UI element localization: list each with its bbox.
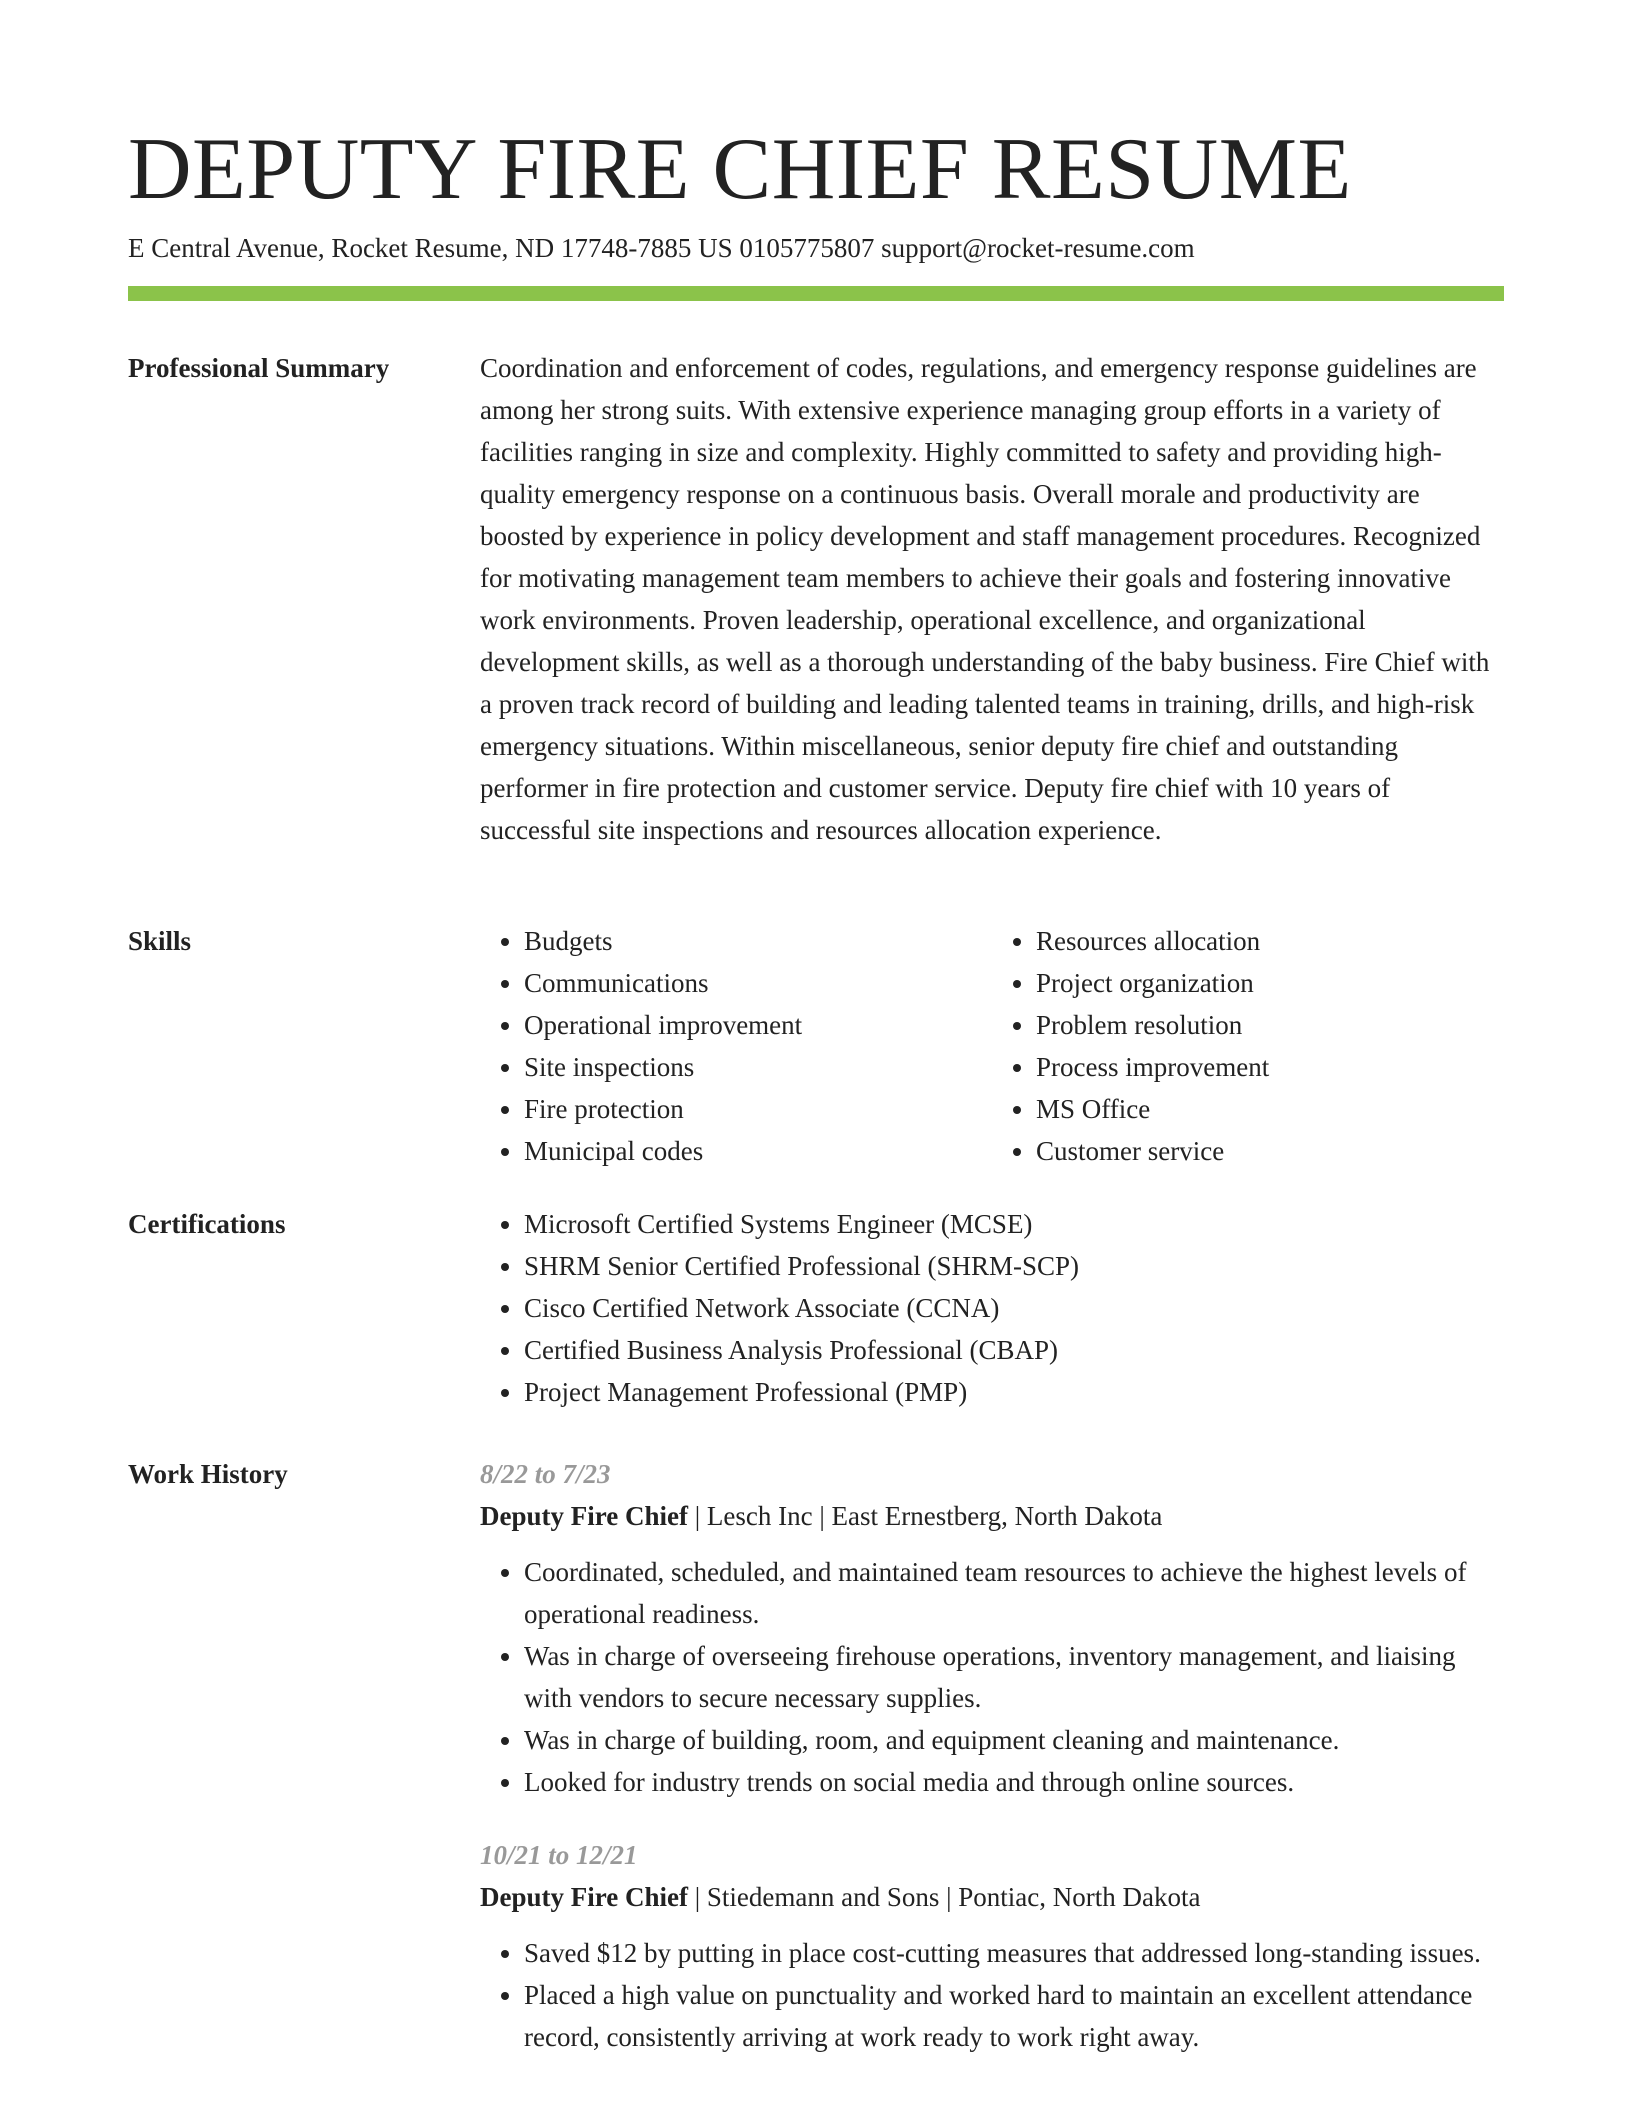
list-item: • SHRM Senior Certified Professional (SHRM-SCP)	[524, 1245, 1504, 1287]
skills-label: Skills	[128, 926, 192, 956]
list-item: • Was in charge of building, room, and equipment cleaning and maintenance.	[524, 1719, 1504, 1761]
list-item: • Budgets	[524, 920, 992, 962]
job-bullets	[480, 1932, 1504, 2058]
list-item: • Problem resolution	[1036, 1004, 1504, 1046]
list-item: • Coordinated, scheduled, and maintained team resources to achieve the highest levels of operational readiness.	[524, 1551, 1504, 1635]
job-title: Deputy Fire Chief	[480, 1501, 688, 1531]
job-heading	[480, 1495, 1504, 1537]
job-entry	[480, 1834, 1504, 2058]
work-history-body	[480, 1453, 1504, 2089]
job-dates: 10/21 to 12/21	[480, 1840, 638, 1870]
job-details: | Lesch Inc | East Ernestberg, North Dakota	[687, 1501, 1163, 1531]
list-item: • Was in charge of overseeing firehouse operations, inventory management, and liaising with vendors to secure necessary supplies.	[524, 1635, 1504, 1719]
list-item: • Placed a high value on punctuality and worked hard to maintain an excellent attendance record, consistently arriving at work ready to work right away.	[524, 1974, 1504, 2058]
list-item: • Site inspections	[524, 1046, 992, 1088]
accent-divider	[128, 286, 1504, 301]
resume-title: DEPUTY FIRE CHIEF RESUME	[128, 121, 1352, 218]
list-item: • Certified Business Analysis Professional (CBAP)	[524, 1329, 1504, 1371]
list-item: • Saved $12 by putting in place cost-cutting measures that addressed long-standing issues.	[524, 1932, 1504, 1974]
summary-text: Coordination and enforcement of codes, regulations, and emergency response guidelines are among her strong suits. With extensive experience managing group efforts in a variety of facilities ranging in size and complexity. Highly committed to safety and providing high-quality emergency response on a continuous basis. Overall morale and productivity are boosted by experience in policy development and staff management procedures. Recognized for motivating management team members to achieve their goals and fostering innovative work environments. Proven leadership, operational excellence, and organizational development skills, as well as a thorough understanding of the baby business. Fire Chief with a proven track record of building and leading talented teams in training, drills, and high-risk emergency situations. Within miscellaneous, senior deputy fire chief and outstanding performer in fire protection and customer service. Deputy fire chief with 10 years of successful site inspections and resources allocation experience.	[480, 353, 1490, 845]
certifications-body	[480, 1203, 1504, 1413]
skills-list-right	[992, 920, 1504, 1172]
job-entry	[480, 1453, 1504, 1803]
list-item: • Process improvement	[1036, 1046, 1504, 1088]
list-item: • Operational improvement	[524, 1004, 992, 1046]
list-item: • Project Management Professional (PMP)	[524, 1371, 1504, 1413]
work-history-label: Work History	[128, 1459, 288, 1489]
list-item: • Looked for industry trends on social media and through online sources.	[524, 1761, 1504, 1803]
list-item: • Project organization	[1036, 962, 1504, 1004]
job-details: | Stiedemann and Sons | Pontiac, North Dakota	[687, 1882, 1201, 1912]
list-item: • Municipal codes	[524, 1130, 992, 1172]
list-item: • Microsoft Certified Systems Engineer (MCSE)	[524, 1203, 1504, 1245]
list-item: • Customer service	[1036, 1130, 1504, 1172]
list-item: • Resources allocation	[1036, 920, 1504, 962]
list-item: • MS Office	[1036, 1088, 1504, 1130]
job-bullets	[480, 1551, 1504, 1803]
summary-body	[480, 347, 1504, 851]
certifications-label: Certifications	[128, 1209, 286, 1239]
job-title: Deputy Fire Chief	[480, 1882, 688, 1912]
job-dates: 8/22 to 7/23	[480, 1459, 611, 1489]
list-item: • Fire protection	[524, 1088, 992, 1130]
list-item: • Communications	[524, 962, 992, 1004]
summary-label: Professional Summary	[128, 353, 390, 383]
certifications-list	[480, 1203, 1504, 1413]
contact-info: E Central Avenue, Rocket Resume, ND 17748-7885 US 0105775807 support@rocket-resume.com	[128, 233, 1195, 263]
list-item: • Cisco Certified Network Associate (CCNA)	[524, 1287, 1504, 1329]
job-heading	[480, 1876, 1504, 1918]
skills-list-left	[480, 920, 992, 1172]
skills-body	[480, 920, 1504, 1172]
